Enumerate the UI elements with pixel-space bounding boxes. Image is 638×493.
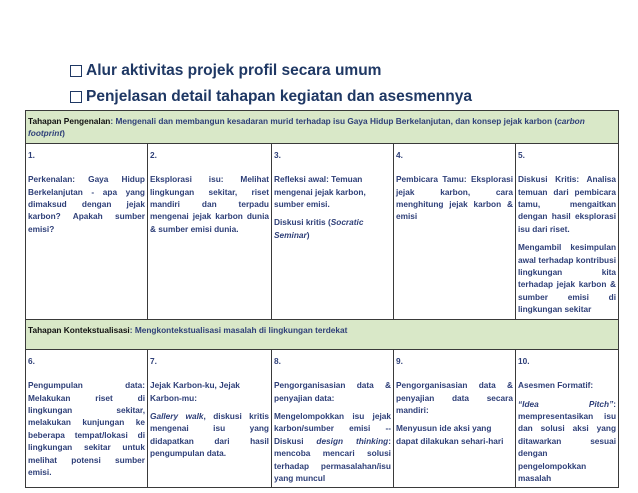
- step-cell: [516, 349, 619, 488]
- step-number: 6.: [28, 355, 35, 366]
- stage-label: Tahapan Kontekstualisasi: [28, 324, 130, 335]
- step-text: Eksplorasi isu: Melihat lingkungan sekitar, riset mandiri dan terpadu mengenai jejak karbon dunia & sumber emisi dunia.: [150, 174, 269, 234]
- step-text: Diskusi Kritis: Analisa temuan dari pembicara tamu, mengaitkan dengan hasil eksplorasi isu dari riset.: [518, 174, 617, 234]
- stage-label: Tahapan Pengenalan: [28, 116, 111, 126]
- stage-desc-em: carbon footprint: [28, 116, 585, 139]
- step-text: Pengorganisasian data & penyajian data secara mandiri:: [396, 380, 513, 415]
- stage-row-pengenalan: [26, 111, 619, 144]
- table-row: [26, 143, 619, 319]
- step-number: 8.: [274, 355, 281, 366]
- step-text: Pengorganisasian data & penyajian data:: [274, 380, 391, 403]
- stage-desc-end: ): [62, 128, 65, 139]
- checkbox-bullet-icon: [70, 91, 82, 103]
- stage-desc: : Mengenali dan membangun kesadaran murid terhadap isu Gaya Hidup Berkelanjutan, dan konsep jejak karbon (: [110, 116, 558, 126]
- step-text-2: [518, 398, 616, 485]
- step-number: 10.: [518, 355, 530, 366]
- step-number: 1.: [28, 149, 35, 160]
- step-cell: [394, 349, 516, 488]
- step-text-2-post: : mempresentasikan isu dan solusi aksi yang ditawarkan sesuai dengan pengelompokkan masalah: [518, 398, 617, 483]
- step-text-2: [150, 410, 269, 460]
- step-text: Jejak Karbon-ku, Jejak Karbon-mu:: [150, 380, 240, 403]
- step-number: 7.: [150, 355, 157, 366]
- step-text-2-post: , diskusi kritis mengenai isu yang didapatkan dari hasil pengumpulan data.: [150, 410, 269, 459]
- step-text-2-pre: Diskusi kritis (: [274, 217, 331, 228]
- step-text-2-em: “Idea Pitch”: [518, 398, 614, 409]
- stage-header: [26, 111, 619, 144]
- step-text: Pembicara Tamu: Eksplorasi jejak karbon, cara menghitung jejak karbon & emisi: [396, 174, 513, 222]
- step-text: Pengumpulan data: Melakukan riset di lingkungan sekitar, melakukan kunjungan ke beberapa tempat/lokasi di lingkungan sekitar untuk melihat potensi sumber emisi.: [28, 380, 145, 477]
- step-number: 9.: [396, 355, 403, 366]
- stage-row-kontekstualisasi: [26, 319, 619, 349]
- step-text: Refleksi awal: Temuan mengenai jejak karbon, sumber emisi.: [274, 174, 366, 210]
- step-text-2-post: : mencoba mencari solusi terhadap permasalahan/isu yang muncul: [274, 435, 391, 483]
- step-text-2-pre: Mengelompokkan isu jejak karbon/sumber emisi -- Diskusi: [274, 410, 391, 446]
- step-cell: [148, 143, 272, 319]
- step-cell: [26, 349, 148, 488]
- step-text-2: [274, 216, 391, 241]
- bullet-text: Alur aktivitas projek profil secara umum: [86, 62, 382, 79]
- stage-desc: : Mengkontekstualisasi masalah di lingkungan terdekat: [129, 324, 348, 335]
- bullet-item: [70, 58, 472, 84]
- step-text-2-em: Gallery walk: [150, 410, 204, 421]
- bullet-text: Penjelasan detail tahapan kegiatan dan asesmennya: [86, 88, 472, 105]
- step-text: Perkenalan: Gaya Hidup Berkelanjutan - apa yang dimaksud dengan jejak karbon? Apakah sumber emisi?: [28, 174, 145, 234]
- stage-header: [26, 319, 619, 349]
- step-number: 2.: [150, 149, 157, 160]
- step-text-2-post: ): [306, 229, 310, 240]
- step-number: 4.: [396, 149, 403, 160]
- step-text-2-em: design thinking: [316, 435, 389, 446]
- checkbox-bullet-icon: [70, 65, 82, 77]
- step-text-2: Mengambil kesimpulan awal terhadap kontribusi lingkungan kita terhadap jejak karbon & sumber emisi di lingkungan sekitar: [518, 242, 617, 315]
- step-text-2: [274, 410, 391, 484]
- step-number: 5.: [518, 149, 525, 160]
- step-text: Asesmen Formatif:: [518, 380, 594, 391]
- step-text-2-em: Socratic Seminar: [274, 217, 364, 240]
- step-cell: [272, 143, 394, 319]
- step-number: 3.: [274, 149, 281, 160]
- activity-table: [25, 110, 619, 488]
- step-cell: [148, 349, 272, 488]
- step-cell: [272, 349, 394, 488]
- table-row: [26, 349, 619, 488]
- step-cell: [516, 143, 619, 319]
- bullet-list: [70, 58, 472, 110]
- bullet-item: [70, 84, 472, 110]
- step-cell: [26, 143, 148, 319]
- step-text-2: Menyusun ide aksi yang dapat dilakukan sehari-hari: [396, 423, 504, 446]
- step-cell: [394, 143, 516, 319]
